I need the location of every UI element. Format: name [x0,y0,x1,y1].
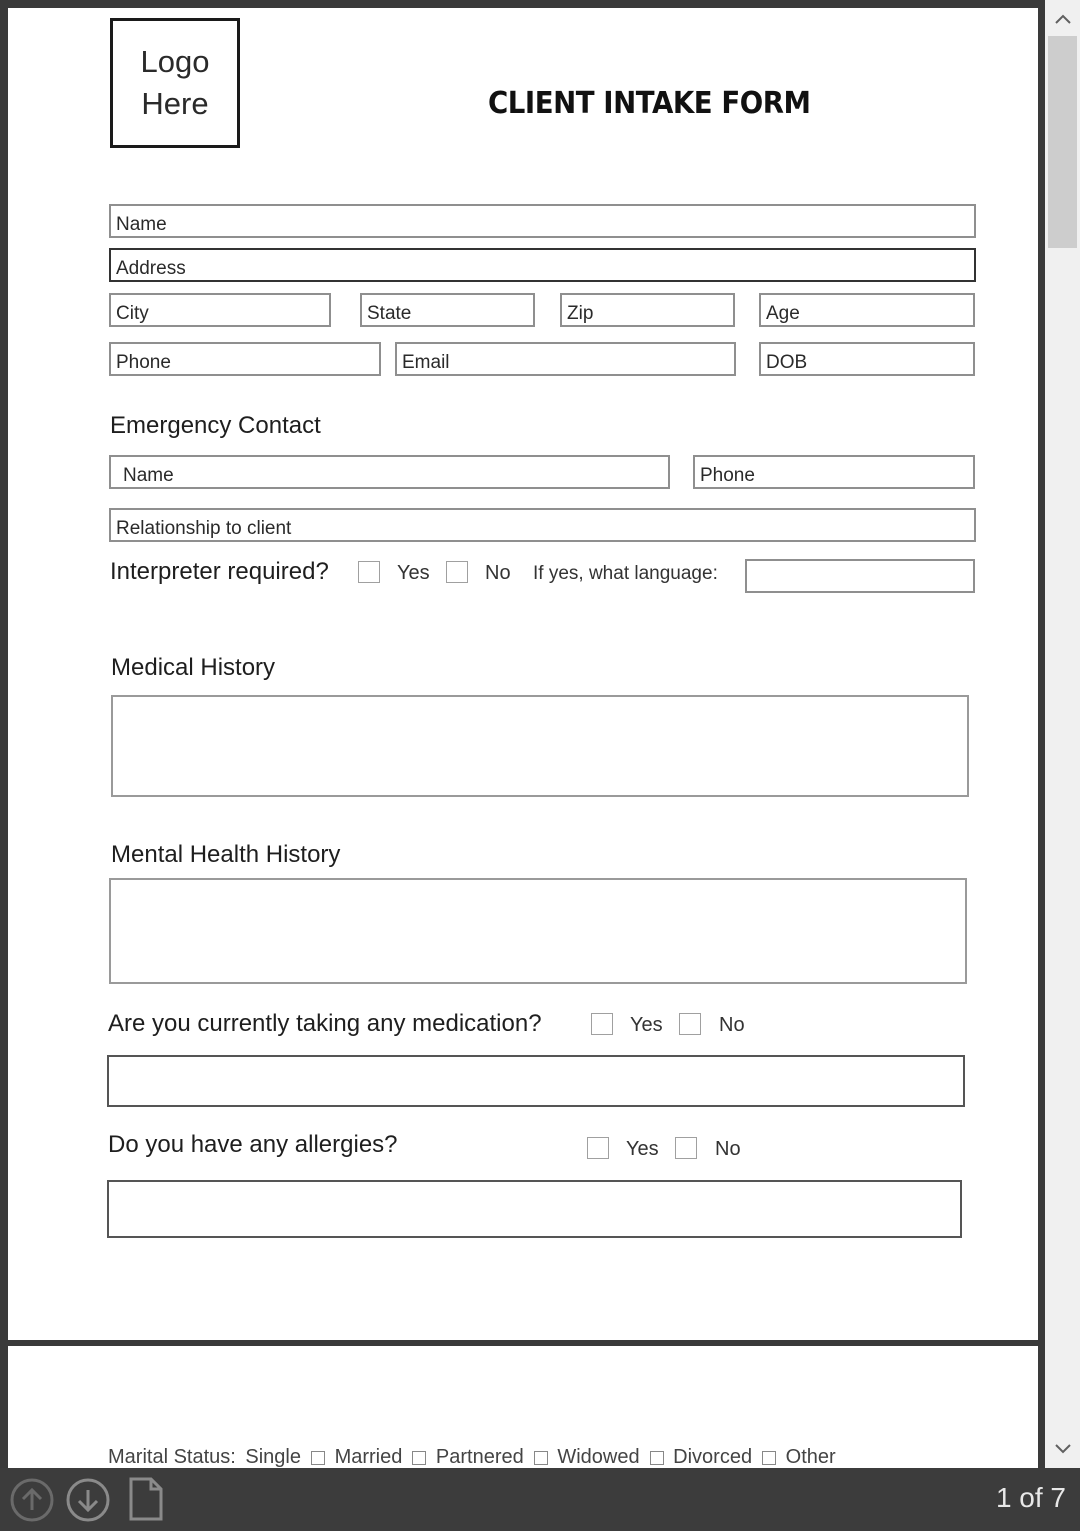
page-counter: 1 of 7 [995,1482,1066,1513]
logo-placeholder [110,18,240,148]
language-field[interactable] [745,559,975,593]
page-view-icon[interactable] [128,1476,164,1526]
marital-status-label: Marital Status: [108,1446,236,1468]
marital-option-married: Married [334,1446,403,1468]
vertical-scrollbar[interactable] [1045,0,1080,1468]
interpreter-yes-label: Yes [397,562,430,584]
marital-checkbox-partnered[interactable] [412,1451,426,1465]
medication-no-label: No [719,1014,745,1036]
marital-option-partnered: Partnered [435,1446,524,1468]
mental-health-history-heading: Mental Health History [111,841,341,868]
marital-option-single: Single [245,1446,301,1468]
viewer-toolbar [0,1468,1080,1531]
email-field[interactable]: Email [395,342,736,376]
allergies-question: Do you have any allergies? [108,1131,398,1158]
interpreter-question: Interpreter required? [110,558,329,585]
emergency-name-field[interactable]: Name [109,455,670,489]
allergies-yes-checkbox[interactable] [587,1137,609,1159]
next-page-icon[interactable] [66,1478,110,1526]
medication-no-checkbox[interactable] [679,1013,701,1035]
form-title: CLIENT INTAKE FORM [488,86,811,121]
medication-yes-label: Yes [630,1014,663,1036]
scrollbar-thumb[interactable] [1048,36,1077,248]
marital-option-divorced: Divorced [673,1446,753,1468]
marital-checkbox-widowed[interactable] [534,1451,548,1465]
name-field[interactable]: Name [109,204,976,238]
medical-history-heading: Medical History [111,654,276,681]
interpreter-no-label: No [485,562,511,584]
medication-question: Are you currently taking any medication? [108,1010,542,1037]
document-page-1 [8,8,1038,1340]
marital-option-widowed: Widowed [557,1446,640,1468]
document-page-2 [8,1346,1038,1476]
marital-status-row [108,1446,840,1469]
mental-health-history-textarea[interactable] [109,878,967,984]
address-field[interactable]: Address [109,248,976,282]
marital-checkbox-divorced[interactable] [650,1451,664,1465]
allergies-no-checkbox[interactable] [675,1137,697,1159]
age-field[interactable]: Age [759,293,975,327]
phone-field[interactable]: Phone [109,342,381,376]
scroll-up-icon[interactable] [1045,2,1080,36]
allergies-details-field[interactable] [107,1180,962,1238]
scroll-down-icon[interactable] [1045,1432,1080,1466]
marital-option-other: Other [785,1446,836,1468]
previous-page-icon[interactable] [10,1478,54,1526]
emergency-phone-field[interactable]: Phone [693,455,975,489]
interpreter-no-checkbox[interactable] [446,561,468,583]
dob-field[interactable]: DOB [759,342,975,376]
medication-details-field[interactable] [107,1055,965,1107]
relationship-field[interactable]: Relationship to client [109,508,976,542]
zip-field[interactable]: Zip [560,293,735,327]
language-prompt: If yes, what language: [533,563,718,584]
medication-yes-checkbox[interactable] [591,1013,613,1035]
medical-history-textarea[interactable] [111,695,969,797]
state-field[interactable]: State [360,293,535,327]
allergies-yes-label: Yes [626,1138,659,1160]
city-field[interactable]: City [109,293,331,327]
logo-line-2: Here [141,86,209,121]
marital-checkbox-married[interactable] [311,1451,325,1465]
emergency-contact-heading: Emergency Contact [110,412,321,439]
interpreter-yes-checkbox[interactable] [358,561,380,583]
allergies-no-label: No [715,1138,741,1160]
logo-line-1: Logo [140,44,210,79]
marital-checkbox-other[interactable] [762,1451,776,1465]
